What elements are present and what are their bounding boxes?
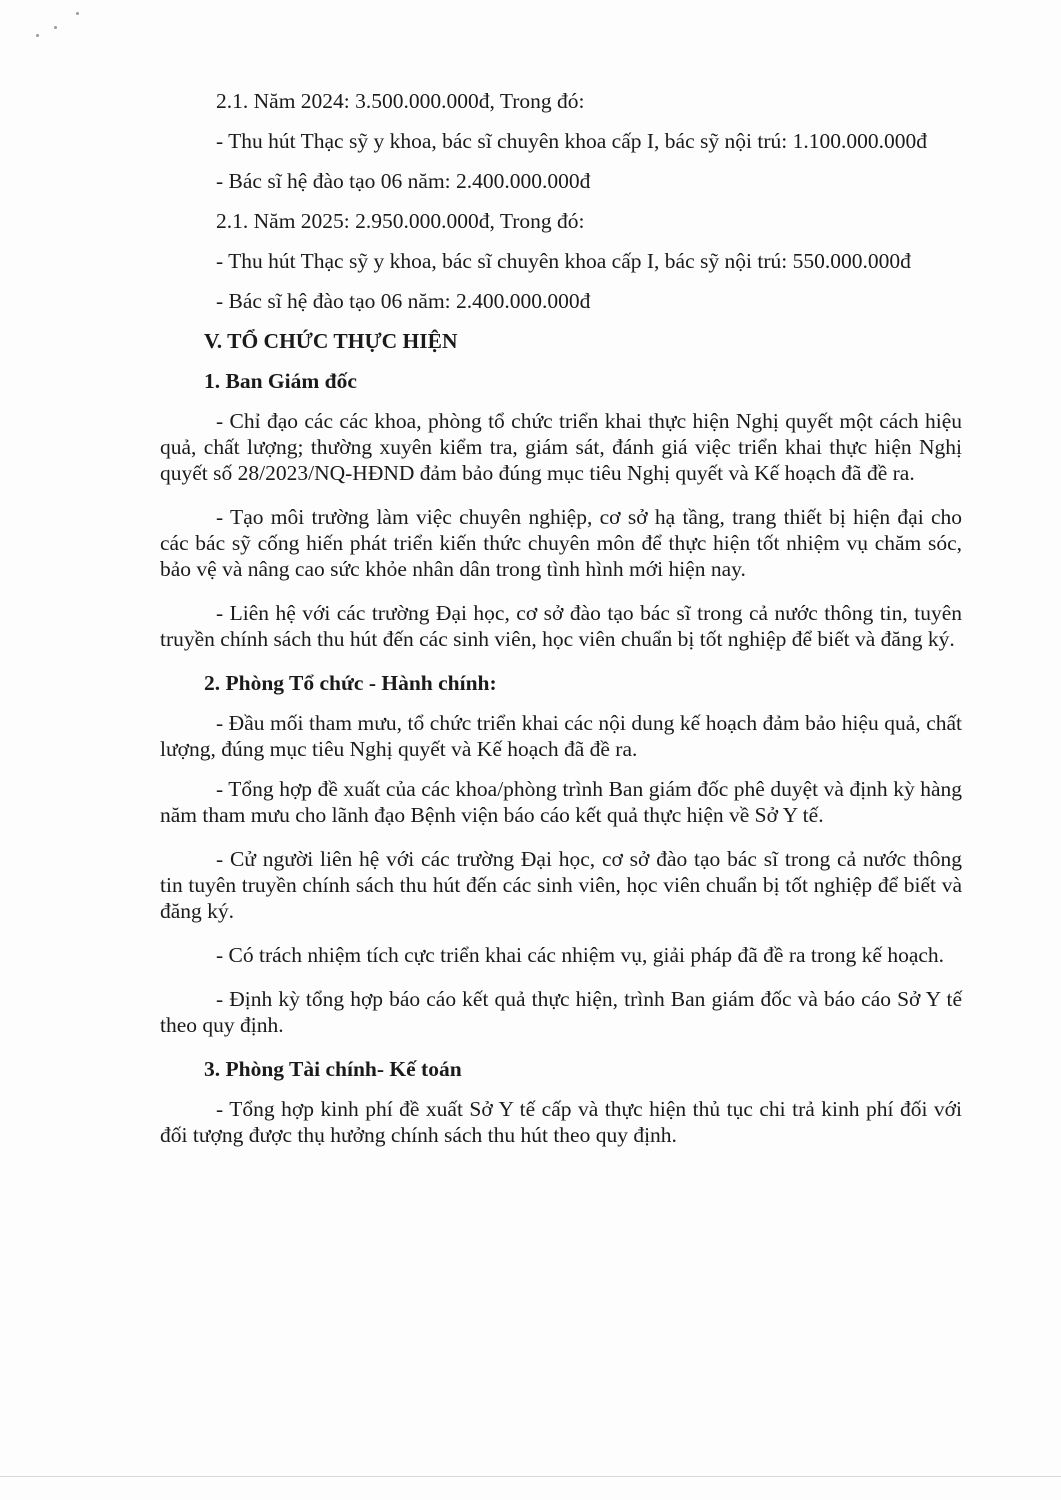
document-body xyxy=(160,88,962,1148)
board-task-1: - Chỉ đạo các các khoa, phòng tổ chức triển khai thực hiện Nghị quyết một cách hiệu quả, chất lượng; thường xuyên kiểm tra, giám sát, đánh giá việc triển khai thực hiện Nghị quyết số 28/2023/NQ-HĐND đảm bảo đúng mục tiêu Nghị quyết và Kế hoạch đã đề ra. xyxy=(160,409,962,485)
budget-2025-item-6year: - Bác sĩ hệ đào tạo 06 năm: 2.400.000.000đ xyxy=(216,289,591,313)
section-v-heading: V. TỔ CHỨC THỰC HIỆN xyxy=(204,329,458,353)
admin-dept-heading: 2. Phòng Tổ chức - Hành chính: xyxy=(204,671,497,695)
budget-2025-line: 2.1. Năm 2025: 2.950.000.000đ, Trong đó: xyxy=(216,209,585,233)
page-bottom-edge xyxy=(0,1476,1061,1477)
budget-2025-item-masters: - Thu hút Thạc sỹ y khoa, bác sĩ chuyên khoa cấp I, bác sỹ nội trú: 550.000.000đ xyxy=(216,249,911,273)
finance-task-1: - Tổng hợp kinh phí đề xuất Sở Y tế cấp và thực hiện thủ tục chi trả kinh phí đối với đối tượng được thụ hưởng chính sách thu hút theo quy định. xyxy=(160,1097,962,1147)
admin-task-5: - Định kỳ tổng hợp báo cáo kết quả thực hiện, trình Ban giám đốc và báo cáo Sở Y tế theo quy định. xyxy=(160,987,962,1037)
admin-task-3: - Cử người liên hệ với các trường Đại học, cơ sở đào tạo bác sĩ trong cả nước thông tin tuyên truyền chính sách thu hút đến các sinh viên, học viên chuẩn bị tốt nghiệp để biết và đăng ký. xyxy=(160,847,962,923)
budget-2024-item-6year: - Bác sĩ hệ đào tạo 06 năm: 2.400.000.000đ xyxy=(216,169,591,193)
finance-dept-heading: 3. Phòng Tài chính- Kế toán xyxy=(204,1057,462,1081)
admin-task-4: - Có trách nhiệm tích cực triển khai các nhiệm vụ, giải pháp đã đề ra trong kế hoạch. xyxy=(216,943,945,967)
board-task-3: - Liên hệ với các trường Đại học, cơ sở đào tạo bác sĩ trong cả nước thông tin, tuyên truyền chính sách thu hút đến các sinh viên, học viên chuẩn bị tốt nghiệp để biết và đăng ký. xyxy=(160,601,962,651)
budget-2024-line: 2.1. Năm 2024: 3.500.000.000đ, Trong đó: xyxy=(216,89,585,113)
admin-task-2: - Tổng hợp đề xuất của các khoa/phòng trình Ban giám đốc phê duyệt và định kỳ hàng năm tham mưu cho lãnh đạo Bệnh viện báo cáo kết quả thực hiện về Sở Y tế. xyxy=(160,777,962,827)
admin-task-1: - Đầu mối tham mưu, tổ chức triển khai các nội dung kế hoạch đảm bảo hiệu quả, chất lượng, đúng mục tiêu Nghị quyết và Kế hoạch đã đề ra. xyxy=(160,711,962,761)
board-task-2: - Tạo môi trường làm việc chuyên nghiệp, cơ sở hạ tầng, trang thiết bị hiện đại cho các bác sỹ cống hiến phát triển kiến thức chuyên môn để thực hiện tốt nhiệm vụ chăm sóc, bảo vệ và nâng cao sức khỏe nhân dân trong tình hình mới hiện nay. xyxy=(160,505,962,581)
budget-2024-item-masters: - Thu hút Thạc sỹ y khoa, bác sĩ chuyên khoa cấp I, bác sỹ nội trú: 1.100.000.000đ xyxy=(216,129,927,153)
board-of-directors-heading: 1. Ban Giám đốc xyxy=(204,369,357,393)
scan-noise-marks xyxy=(36,10,96,50)
